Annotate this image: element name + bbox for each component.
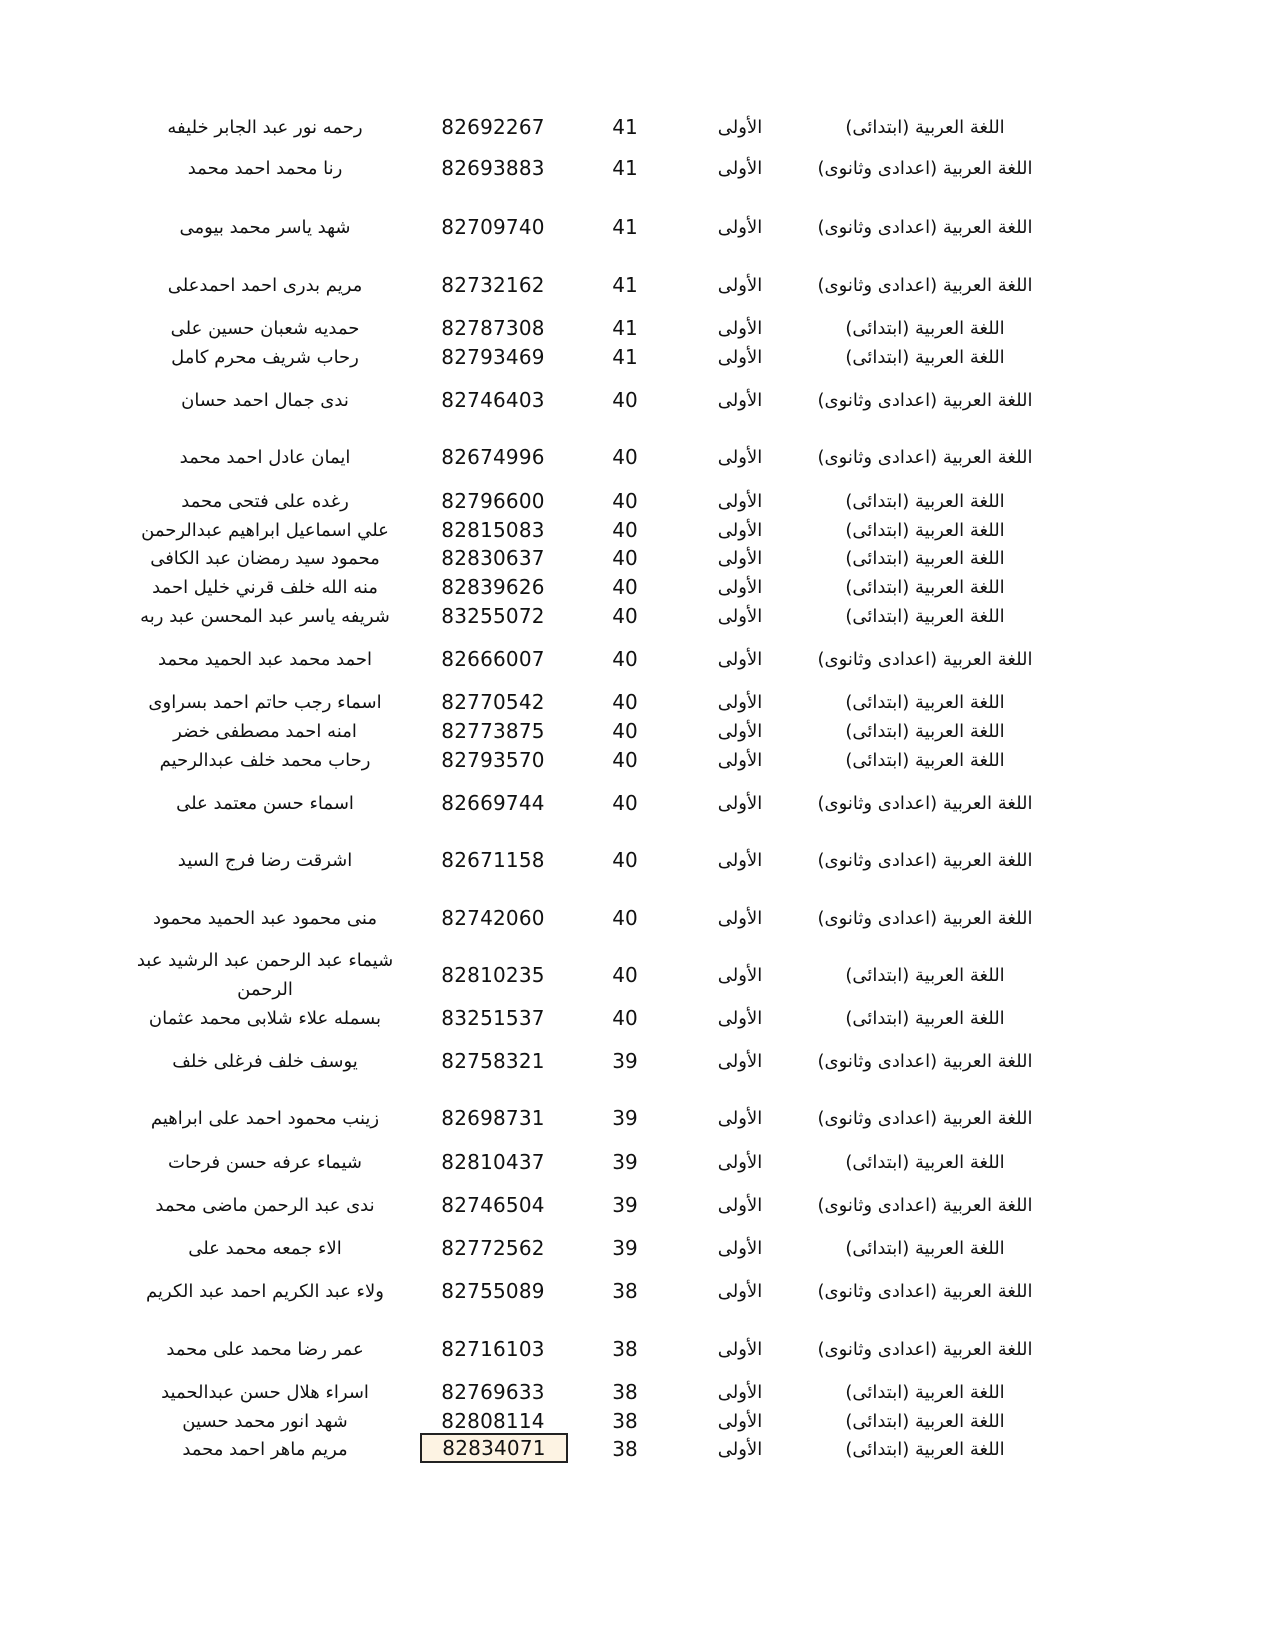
score-cell[interactable]: 41 <box>612 215 638 239</box>
table-row <box>0 1434 1275 1464</box>
table-row <box>0 313 1275 343</box>
score-cell[interactable]: 39 <box>612 1193 638 1217</box>
seat-number-cell[interactable]: 82671158 <box>441 848 545 872</box>
score-cell[interactable]: 40 <box>612 963 638 987</box>
student-name-cell[interactable]: رحاب شريف محرم كامل <box>171 346 359 368</box>
subject-cell[interactable]: اللغة العربية (اعدادى وثانوى) <box>817 1280 1033 1302</box>
rank-cell[interactable]: الأولى <box>717 1050 763 1072</box>
seat-number-cell[interactable]: 83251537 <box>441 1006 545 1030</box>
table-row <box>0 788 1275 818</box>
rank-cell[interactable]: الأولى <box>717 691 763 713</box>
rank-cell[interactable]: الأولى <box>717 576 763 598</box>
subject-cell[interactable]: اللغة العربية (اعدادى وثانوى) <box>817 157 1033 179</box>
table-row <box>0 1377 1275 1407</box>
subject-cell[interactable]: اللغة العربية (ابتدائى) <box>845 547 1005 569</box>
seat-number-cell[interactable]: 82746403 <box>441 388 545 412</box>
table-row <box>0 1103 1275 1133</box>
rank-cell[interactable]: الأولى <box>717 720 763 742</box>
student-name-cell[interactable]: شيماء عرفه حسن فرحات <box>168 1151 362 1173</box>
rank-cell[interactable]: الأولى <box>717 1338 763 1360</box>
seat-number-cell[interactable]: 82787308 <box>441 316 545 340</box>
student-name-cell[interactable]: يوسف خلف فرغلى خلف <box>172 1050 358 1072</box>
subject-cell[interactable]: اللغة العربية (اعدادى وثانوى) <box>817 1338 1033 1360</box>
rank-cell[interactable]: الأولى <box>717 1410 763 1432</box>
student-name-cell[interactable]: ولاء عبد الكريم احمد عبد الكريم <box>146 1280 384 1302</box>
table-row <box>0 442 1275 472</box>
table-row <box>0 845 1275 875</box>
score-cell[interactable]: 38 <box>612 1437 638 1461</box>
score-cell[interactable]: 40 <box>612 906 638 930</box>
student-name-cell[interactable]: مريم بدرى احمد احمدعلى <box>167 274 363 296</box>
rank-cell[interactable]: الأولى <box>717 446 763 468</box>
score-cell[interactable]: 40 <box>612 575 638 599</box>
score-cell[interactable]: 38 <box>612 1409 638 1433</box>
subject-cell[interactable]: اللغة العربية (ابتدائى) <box>845 490 1005 512</box>
table-row <box>0 153 1275 183</box>
score-cell[interactable]: 40 <box>612 604 638 628</box>
table-row <box>0 212 1275 242</box>
table-row <box>0 543 1275 573</box>
seat-number-cell[interactable]: 82772562 <box>441 1236 545 1260</box>
table-row <box>0 342 1275 372</box>
rank-cell[interactable]: الأولى <box>717 907 763 929</box>
seat-number-cell[interactable]: 82770542 <box>441 690 545 714</box>
table-row <box>0 486 1275 516</box>
table-row <box>0 601 1275 631</box>
score-cell[interactable]: 39 <box>612 1049 638 1073</box>
subject-cell[interactable]: اللغة العربية (ابتدائى) <box>845 317 1005 339</box>
score-cell[interactable]: 40 <box>612 388 638 412</box>
score-cell[interactable]: 40 <box>612 1006 638 1030</box>
table-row <box>0 1003 1275 1033</box>
table-row <box>0 270 1275 300</box>
score-cell[interactable]: 41 <box>612 345 638 369</box>
rank-cell[interactable]: الأولى <box>717 116 763 138</box>
table-row <box>0 572 1275 602</box>
student-name-cell[interactable]: علي اسماعيل ابراهيم عبدالرحمن <box>141 519 389 541</box>
subject-cell[interactable]: اللغة العربية (اعدادى وثانوى) <box>817 907 1033 929</box>
subject-cell[interactable]: اللغة العربية (ابتدائى) <box>845 1151 1005 1173</box>
score-cell[interactable]: 41 <box>612 273 638 297</box>
seat-number-cell[interactable]: 82709740 <box>441 215 545 239</box>
student-name-cell[interactable]: بسمله علاء شلابى محمد عثمان <box>148 1007 382 1029</box>
student-name-cell[interactable]: شهد ياسر محمد بيومى <box>179 216 351 238</box>
rank-cell[interactable]: الأولى <box>717 157 763 179</box>
subject-cell[interactable]: اللغة العربية (ابتدائى) <box>845 346 1005 368</box>
student-name-cell[interactable]: اسماء رجب حاتم احمد بسراوى <box>148 691 382 713</box>
score-cell[interactable]: 38 <box>612 1380 638 1404</box>
rank-cell[interactable]: الأولى <box>717 1194 763 1216</box>
rank-cell[interactable]: الأولى <box>717 216 763 238</box>
subject-cell[interactable]: اللغة العربية (اعدادى وثانوى) <box>817 446 1033 468</box>
subject-cell[interactable]: اللغة العربية (ابتدائى) <box>845 720 1005 742</box>
seat-number-cell[interactable]: 82793570 <box>441 748 545 772</box>
subject-cell[interactable]: اللغة العربية (ابتدائى) <box>845 116 1005 138</box>
seat-number-cell[interactable]: 82755089 <box>441 1279 545 1303</box>
seat-number-cell[interactable]: 82692267 <box>441 115 545 139</box>
score-cell[interactable]: 40 <box>612 791 638 815</box>
student-name-cell[interactable]: مريم ماهر احمد محمد <box>182 1438 348 1460</box>
table-row <box>0 946 1275 1004</box>
table-row <box>0 385 1275 415</box>
seat-number-cell[interactable]: 82758321 <box>441 1049 545 1073</box>
rank-cell[interactable]: الأولى <box>717 317 763 339</box>
student-name-cell[interactable]: شريفه ياسر عبد المحسن عبد ربه <box>140 605 390 627</box>
subject-cell[interactable]: اللغة العربية (ابتدائى) <box>845 1007 1005 1029</box>
subject-cell[interactable]: اللغة العربية (ابتدائى) <box>845 1438 1005 1460</box>
score-cell[interactable]: 39 <box>612 1236 638 1260</box>
table-row <box>0 903 1275 933</box>
seat-number-cell[interactable]: 82796600 <box>441 489 545 513</box>
table-row <box>0 1190 1275 1220</box>
rank-cell[interactable]: الأولى <box>717 605 763 627</box>
student-name-cell[interactable]: رحاب محمد خلف عبدالرحيم <box>159 749 371 771</box>
subject-cell[interactable]: اللغة العربية (ابتدائى) <box>845 691 1005 713</box>
score-cell[interactable]: 38 <box>612 1279 638 1303</box>
student-name-cell[interactable]: زينب محمود احمد على ابراهيم <box>150 1107 380 1129</box>
rank-cell[interactable]: الأولى <box>717 849 763 871</box>
score-cell[interactable]: 40 <box>612 445 638 469</box>
seat-number-cell[interactable]: 82693883 <box>441 156 545 180</box>
student-name-cell[interactable]: منى محمود عبد الحميد محمود <box>153 907 377 929</box>
rank-cell[interactable]: الأولى <box>717 519 763 541</box>
rank-cell[interactable]: الأولى <box>717 1381 763 1403</box>
seat-number-cell[interactable]: 82810437 <box>441 1150 545 1174</box>
subject-cell[interactable]: اللغة العربية (ابتدائى) <box>845 605 1005 627</box>
score-cell[interactable]: 39 <box>612 1150 638 1174</box>
table-row <box>0 1046 1275 1076</box>
table-row <box>0 1276 1275 1306</box>
rank-cell[interactable]: الأولى <box>717 490 763 512</box>
seat-number-cell[interactable]: 82732162 <box>441 273 545 297</box>
student-name-cell[interactable]: عمر رضا محمد على محمد <box>166 1338 364 1360</box>
score-cell[interactable]: 40 <box>612 546 638 570</box>
subject-cell[interactable]: اللغة العربية (اعدادى وثانوى) <box>817 849 1033 871</box>
score-cell[interactable]: 41 <box>612 316 638 340</box>
score-cell[interactable]: 40 <box>612 690 638 714</box>
subject-cell[interactable]: اللغة العربية (اعدادى وثانوى) <box>817 1107 1033 1129</box>
rank-cell[interactable]: الأولى <box>717 648 763 670</box>
seat-number-cell[interactable]: 82830637 <box>441 546 545 570</box>
rank-cell[interactable]: الأولى <box>717 346 763 368</box>
seat-number-cell[interactable]: 82669744 <box>441 791 545 815</box>
rank-cell[interactable]: الأولى <box>717 792 763 814</box>
rank-cell[interactable]: الأولى <box>717 1007 763 1029</box>
student-name-cell[interactable]: ايمان عادل احمد محمد <box>179 446 351 468</box>
subject-cell[interactable]: اللغة العربية (ابتدائى) <box>845 519 1005 541</box>
student-name-cell[interactable]: اسماء حسن معتمد على <box>176 792 354 814</box>
rank-cell[interactable]: الأولى <box>717 749 763 771</box>
score-cell[interactable]: 40 <box>612 518 638 542</box>
score-cell[interactable]: 40 <box>612 748 638 772</box>
score-cell[interactable]: 38 <box>612 1337 638 1361</box>
student-name-cell[interactable]: رحمه نور عبد الجابر خليفه <box>167 116 363 138</box>
seat-number-cell[interactable]: 82773875 <box>441 719 545 743</box>
rank-cell[interactable]: الأولى <box>717 1151 763 1173</box>
student-name-cell[interactable]: شيماء عبد الرحمن عبد الرشيد عبد الرحمن <box>136 950 394 1000</box>
student-name-cell[interactable]: محمود سيد رمضان عبد الكافى <box>150 547 380 569</box>
subject-cell[interactable]: اللغة العربية (اعدادى وثانوى) <box>817 274 1033 296</box>
seat-number-cell[interactable]: 82674996 <box>441 445 545 469</box>
subject-cell[interactable]: اللغة العربية (اعدادى وثانوى) <box>817 389 1033 411</box>
student-name-cell[interactable]: رغده على فتحى محمد <box>181 490 349 512</box>
rank-cell[interactable]: الأولى <box>717 1237 763 1259</box>
score-cell[interactable]: 39 <box>612 1106 638 1130</box>
seat-number-cell[interactable]: 82769633 <box>441 1380 545 1404</box>
rank-cell[interactable]: الأولى <box>717 1438 763 1460</box>
table-row <box>0 644 1275 674</box>
seat-number-cell[interactable]: 82698731 <box>441 1106 545 1130</box>
rank-cell[interactable]: الأولى <box>717 1107 763 1129</box>
student-name-cell[interactable]: امنه احمد مصطفى خضر <box>173 720 357 742</box>
rank-cell[interactable]: الأولى <box>717 964 763 986</box>
seat-number-cell[interactable]: 82666007 <box>441 647 545 671</box>
table-row <box>0 745 1275 775</box>
student-name-cell[interactable]: رنا محمد احمد محمد <box>187 157 343 179</box>
subject-cell[interactable]: اللغة العربية (ابتدائى) <box>845 749 1005 771</box>
score-cell[interactable]: 41 <box>612 156 638 180</box>
subject-cell[interactable]: اللغة العربية (ابتدائى) <box>845 964 1005 986</box>
student-name-cell[interactable]: الاء جمعه محمد على <box>188 1237 342 1259</box>
seat-number-cell[interactable]: 82746504 <box>441 1193 545 1217</box>
subject-cell[interactable]: اللغة العربية (ابتدائى) <box>845 1237 1005 1259</box>
student-name-cell[interactable]: ندى عبد الرحمن ماضى محمد <box>155 1194 375 1216</box>
student-name-cell[interactable]: اشرقت رضا فرج السيد <box>177 849 353 871</box>
table-row <box>0 112 1275 142</box>
rank-cell[interactable]: الأولى <box>717 389 763 411</box>
subject-cell[interactable]: اللغة العربية (ابتدائى) <box>845 1381 1005 1403</box>
student-name-cell[interactable]: ندى جمال احمد حسان <box>181 389 349 411</box>
student-name-cell[interactable]: احمد محمد عبد الحميد محمد <box>157 648 373 670</box>
seat-number-cell[interactable]: 82839626 <box>441 575 545 599</box>
subject-cell[interactable]: اللغة العربية (اعدادى وثانوى) <box>817 792 1033 814</box>
seat-number-cell[interactable]: 82716103 <box>441 1337 545 1361</box>
table-row <box>0 687 1275 717</box>
score-cell[interactable]: 40 <box>612 719 638 743</box>
student-name-cell[interactable]: حمديه شعبان حسين على <box>170 317 360 339</box>
table-row <box>0 1147 1275 1177</box>
subject-cell[interactable]: اللغة العربية (اعدادى وثانوى) <box>817 648 1033 670</box>
seat-number-cell[interactable]: 83255072 <box>441 604 545 628</box>
score-cell[interactable]: 41 <box>612 115 638 139</box>
seat-number-cell[interactable]: 82810235 <box>441 963 545 987</box>
table-row <box>0 1406 1275 1436</box>
subject-cell[interactable]: اللغة العربية (اعدادى وثانوى) <box>817 216 1033 238</box>
seat-number-cell[interactable]: 82742060 <box>441 906 545 930</box>
seat-number-cell[interactable]: 82815083 <box>441 518 545 542</box>
student-name-cell[interactable]: شهد انور محمد حسين <box>182 1410 348 1432</box>
subject-cell[interactable]: اللغة العربية (ابتدائى) <box>845 576 1005 598</box>
seat-number-cell[interactable]: 82808114 <box>441 1409 545 1433</box>
subject-cell[interactable]: اللغة العربية (ابتدائى) <box>845 1410 1005 1432</box>
table-row <box>0 1334 1275 1364</box>
score-cell[interactable]: 40 <box>612 489 638 513</box>
rank-cell[interactable]: الأولى <box>717 274 763 296</box>
table-row <box>0 716 1275 746</box>
score-cell[interactable]: 40 <box>612 848 638 872</box>
rank-cell[interactable]: الأولى <box>717 1280 763 1302</box>
student-name-cell[interactable]: اسراء هلال حسن عبدالحميد <box>161 1381 369 1403</box>
rank-cell[interactable]: الأولى <box>717 547 763 569</box>
student-name-cell[interactable]: منه الله خلف قرني خليل احمد <box>152 576 378 598</box>
score-cell[interactable]: 40 <box>612 647 638 671</box>
table-row <box>0 1233 1275 1263</box>
selected-cell[interactable]: 82834071 <box>420 1433 568 1463</box>
subject-cell[interactable]: اللغة العربية (اعدادى وثانوى) <box>817 1194 1033 1216</box>
seat-number-cell[interactable]: 82793469 <box>441 345 545 369</box>
subject-cell[interactable]: اللغة العربية (اعدادى وثانوى) <box>817 1050 1033 1072</box>
table-row <box>0 515 1275 545</box>
